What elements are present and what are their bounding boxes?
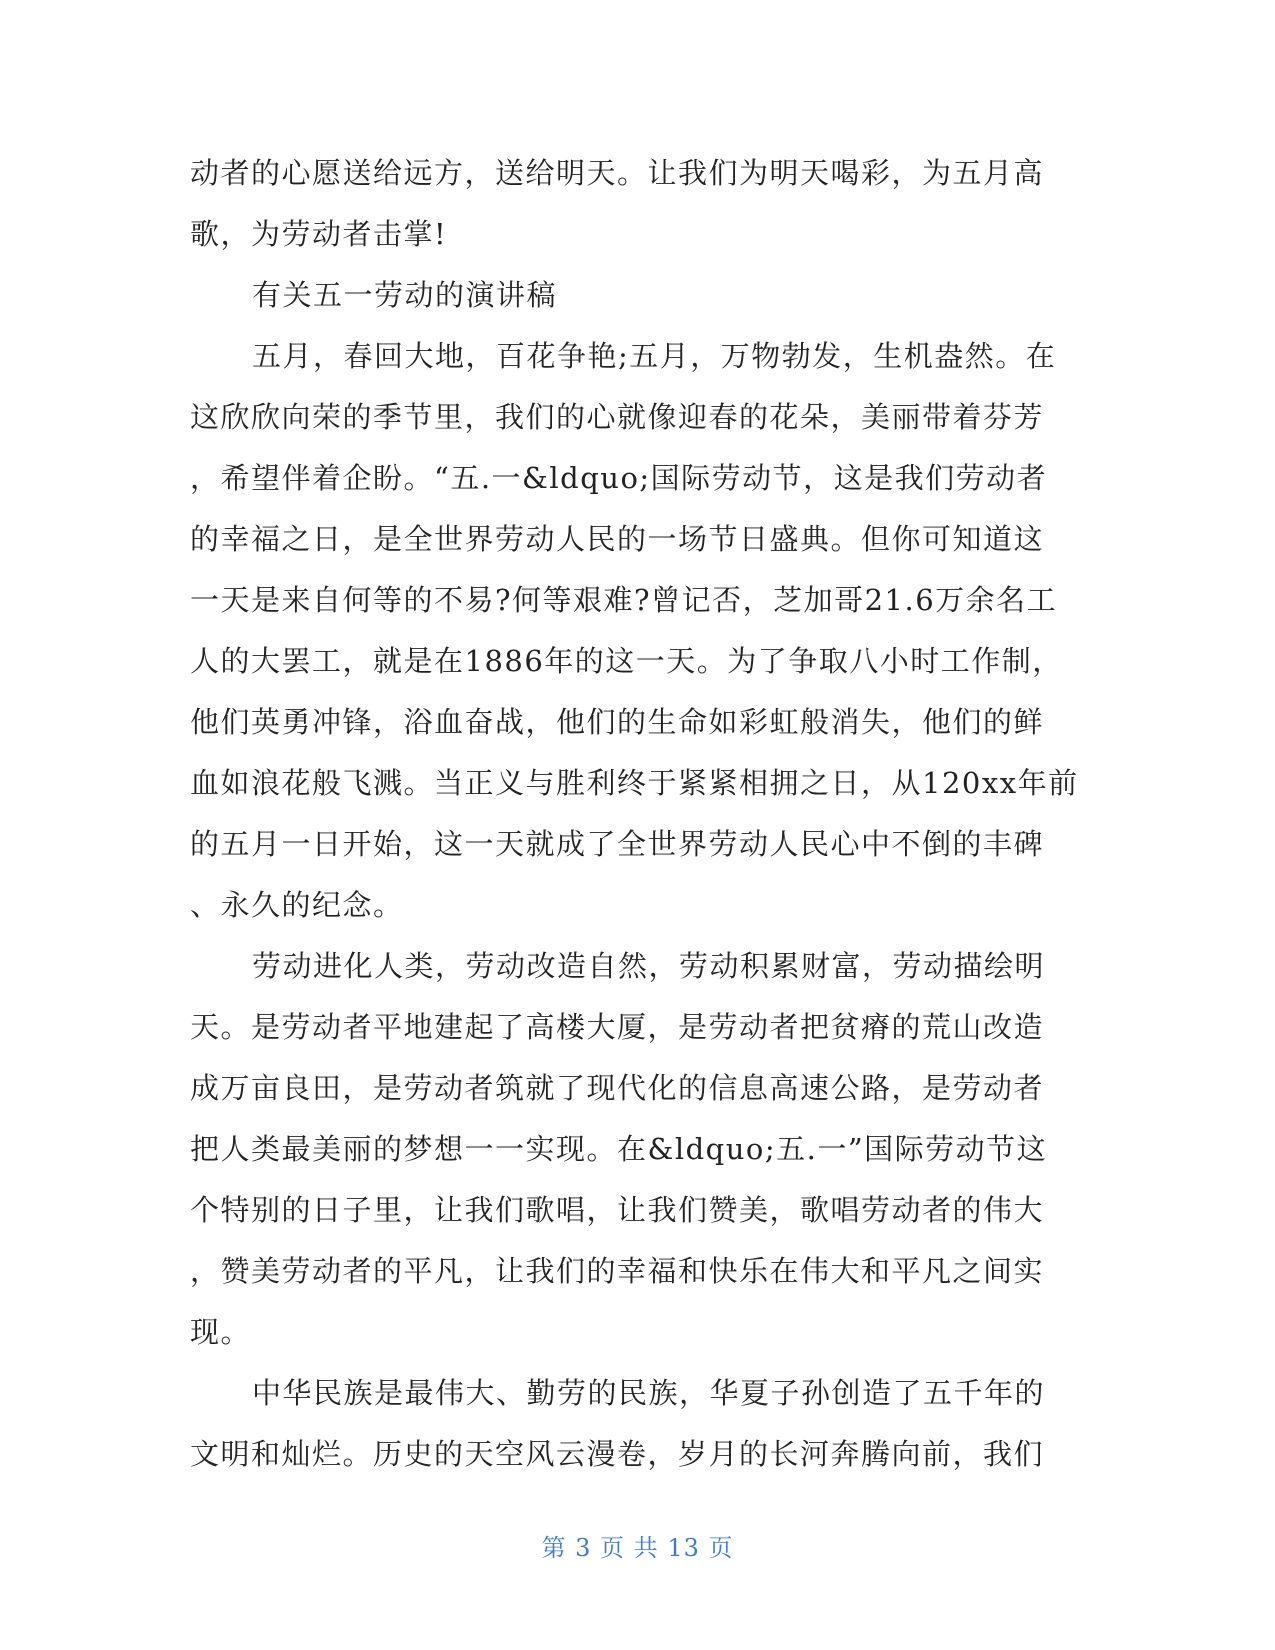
total-pages-number: 13	[667, 1534, 700, 1562]
footer-middle: 页 共	[600, 1534, 659, 1562]
text-line: 血如浪花般飞溅。当正义与胜利终于紧紧相拥之日，从120xx年前	[190, 766, 1079, 800]
section-heading	[190, 265, 1070, 326]
text-line: 个特别的日子里，让我们歌唱，让我们赞美，歌唱劳动者的伟大	[190, 1193, 1045, 1227]
text-line: 中华民族是最伟大、勤劳的民族，华夏子孙创造了五千年的	[252, 1376, 1046, 1410]
paragraph	[190, 936, 1070, 1363]
current-page-number: 3	[575, 1534, 592, 1562]
text-line: 的五月一日开始，这一天就成了全世界劳动人民心中不倒的丰碑	[190, 827, 1045, 861]
page-footer	[0, 1528, 1275, 1563]
paragraph	[190, 1363, 1070, 1485]
text-line: ，赞美劳动者的平凡，让我们的幸福和快乐在伟大和平凡之间实	[190, 1254, 1045, 1288]
text-line: 一天是来自何等的不易?何等艰难?曾记否，芝加哥21.6万余名工	[190, 583, 1058, 617]
paragraph	[190, 326, 1079, 936]
paragraph	[190, 143, 1070, 265]
text-line: 把人类最美丽的梦想一一实现。在&ldquo;五.一”国际劳动节这	[190, 1132, 1048, 1166]
text-line: 五月，春回大地，百花争艳;五月，万物勃发，生机盎然。在	[252, 339, 1057, 373]
document-body	[190, 143, 1079, 1485]
text-line: 动者的心愿送给远方，送给明天。让我们为明天喝彩，为五月高	[190, 156, 1045, 190]
text-line: 劳动进化人类，劳动改造自然，劳动积累财富，劳动描绘明	[252, 949, 1046, 983]
text-line: 天。是劳动者平地建起了高楼大厦，是劳动者把贫瘠的荒山改造	[190, 1010, 1045, 1044]
text-line: 成万亩良田，是劳动者筑就了现代化的信息高速公路，是劳动者	[190, 1071, 1045, 1105]
text-line: 、永久的纪念。	[190, 888, 404, 922]
footer-suffix: 页	[708, 1534, 734, 1562]
text-line: 这欣欣向荣的季节里，我们的心就像迎春的花朵，美丽带着芬芳	[190, 400, 1045, 434]
text-line: 歌，为劳动者击掌!	[190, 217, 448, 251]
footer-prefix: 第	[541, 1534, 567, 1562]
text-line: 现。	[190, 1315, 252, 1349]
text-line: 他们英勇冲锋，浴血奋战，他们的生命如彩虹般消失，他们的鲜	[190, 705, 1045, 739]
text-line: 有关五一劳动的演讲稿	[252, 278, 558, 312]
text-line: 人的大罢工，就是在1886年的这一天。为了争取八小时工作制，	[190, 644, 1063, 678]
text-line: 文明和灿烂。历史的天空风云漫卷，岁月的长河奔腾向前，我们	[190, 1437, 1045, 1471]
text-line: 的幸福之日，是全世界劳动人民的一场节日盛典。但你可知道这	[190, 522, 1045, 556]
text-line: ，希望伴着企盼。“五.一&ldquo;国际劳动节，这是我们劳动者	[190, 461, 1048, 495]
